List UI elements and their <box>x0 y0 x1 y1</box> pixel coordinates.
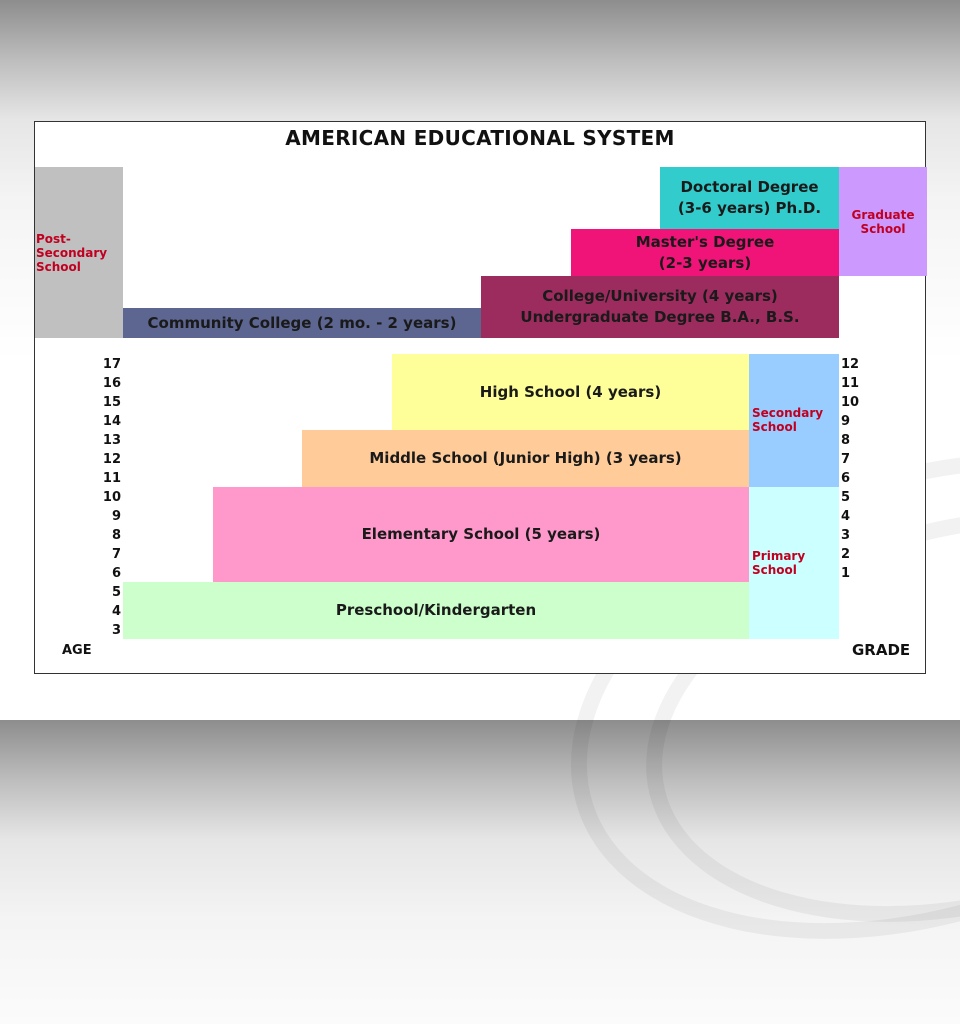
middle-school-box <box>302 430 749 487</box>
age-value: 15 <box>102 395 121 410</box>
grade-value: 3 <box>841 528 851 543</box>
age-value: 16 <box>102 376 121 391</box>
preschool-box <box>123 582 749 639</box>
post-secondary-label: Post-Secondary School <box>36 232 108 274</box>
college-line2: Undergraduate Degree B.A., B.S. <box>520 308 800 326</box>
diagram-title: AMERICAN EDUCATIONAL SYSTEM <box>285 126 675 150</box>
age-value: 12 <box>102 452 121 467</box>
preschool-label: Preschool/Kindergarten <box>335 601 537 619</box>
age-axis-label: AGE <box>62 643 92 658</box>
doctoral-line1: Doctoral Degree <box>680 178 819 196</box>
grade-value: 12 <box>841 357 860 372</box>
grade-value: 1 <box>841 566 851 581</box>
community-line1: Community College (2 mo. - 2 years) <box>147 313 457 332</box>
secondary-school-label: Secondary School <box>752 406 824 434</box>
age-value: 10 <box>102 490 121 505</box>
age-value: 14 <box>102 414 121 429</box>
age-value: 8 <box>111 528 121 543</box>
high-school-box <box>392 354 749 430</box>
graduate-label: Graduate School <box>851 208 915 236</box>
grade-axis-label: GRADE <box>852 641 911 659</box>
grade-value: 9 <box>841 414 851 429</box>
age-value: 3 <box>111 623 121 638</box>
age-value: 11 <box>102 471 121 486</box>
grade-value: 2 <box>841 547 851 562</box>
college-line1: College/University (4 years) <box>542 287 778 305</box>
age-value: 13 <box>102 433 121 448</box>
grade-value: 6 <box>841 471 851 486</box>
grade-value: 4 <box>841 509 851 524</box>
middle-school-label: Middle School (Junior High) (3 years) <box>369 449 682 467</box>
grade-value: 5 <box>841 490 851 505</box>
grade-value: 11 <box>841 376 860 391</box>
age-value: 4 <box>111 604 121 619</box>
age-value: 7 <box>111 547 121 562</box>
age-scale <box>71 355 121 640</box>
grade-value: 10 <box>841 395 860 410</box>
elementary-school-box <box>213 487 749 582</box>
elementary-school-label: Elementary School (5 years) <box>361 525 601 543</box>
doctoral-line2: (3-6 years) Ph.D. <box>677 199 822 217</box>
grade-scale <box>841 355 871 583</box>
age-value: 6 <box>111 566 121 581</box>
grade-value: 7 <box>841 452 851 467</box>
college-university-box <box>481 276 839 338</box>
diagram-frame <box>34 121 926 674</box>
masters-line2: (2-3 years) <box>658 253 752 272</box>
masters-line1: Master's Degree <box>635 232 775 251</box>
community-college-box <box>123 308 481 338</box>
age-value: 9 <box>111 509 121 524</box>
primary-school-label: Primary School <box>752 549 806 577</box>
age-value: 5 <box>111 585 121 600</box>
grade-value: 8 <box>841 433 851 448</box>
high-school-label: High School (4 years) <box>479 382 662 401</box>
masters-degree-box <box>571 229 839 276</box>
age-value: 17 <box>102 357 121 372</box>
doctoral-degree-box <box>660 167 839 229</box>
